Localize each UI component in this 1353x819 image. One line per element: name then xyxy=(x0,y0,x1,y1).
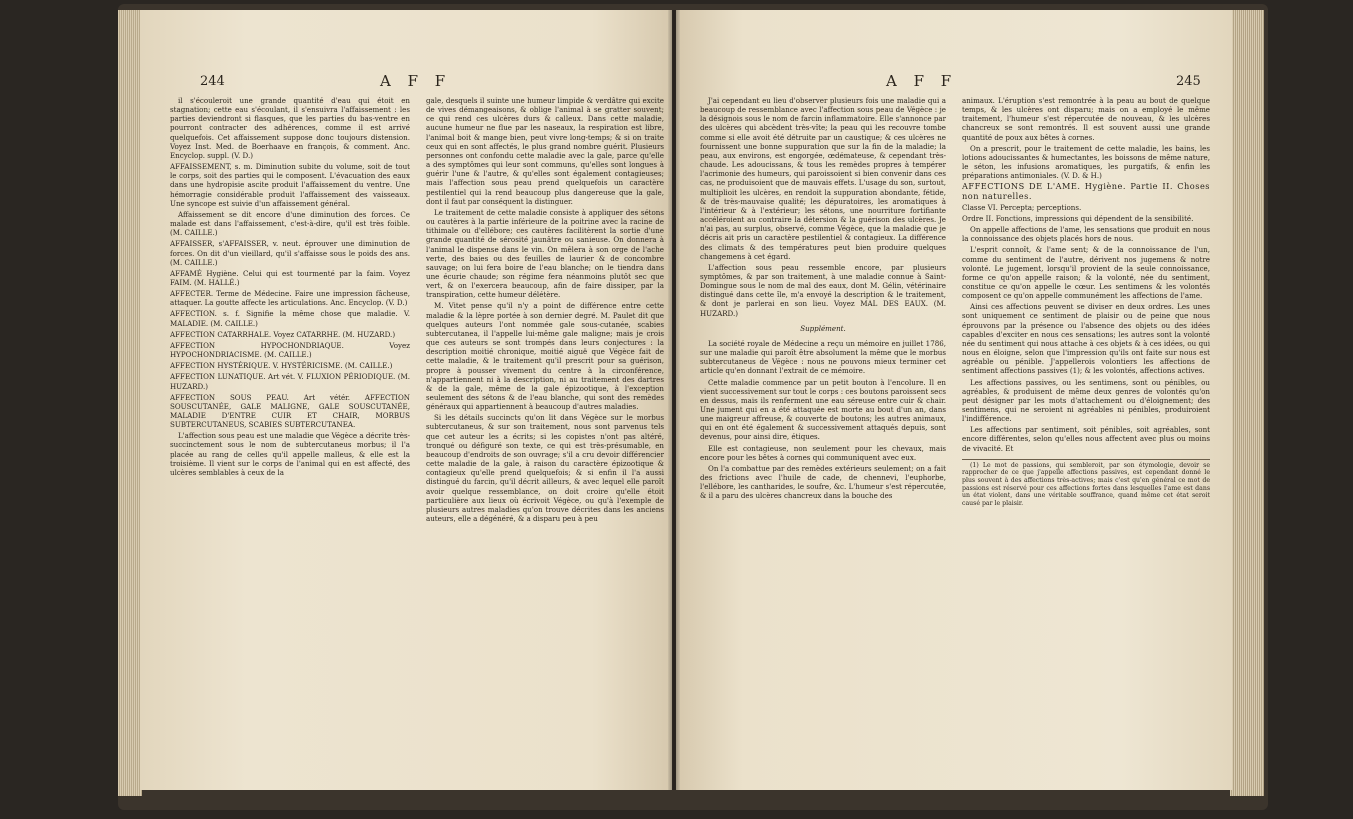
entry: AFFECTION. s. f. Signifie la même chose que maladie. V. MALADIE. (M. CAILLE.) xyxy=(170,309,410,328)
page-number-right: 245 xyxy=(1176,74,1201,89)
classification-line: Classe VI. Percepta; perceptions. xyxy=(962,202,1082,212)
paragraph: Ainsi ces affections peuvent se diviser en deux ordres. Les unes sont uniquement ce sentiment de plaisir ou de peine que nous éprouvons par la présence ou l'absence des objets ou des idées capables d'exciter en nous ces sensations; les autres sont la volonté née du sentiment qui nous attache à ces objets & à ces idées, ou qui nous en éloigne, selon que l'impression qu'ils ont faite sur nous est agréable ou pénible. J'appellerois volontiers les affections de sentiment affections passives (1); & les volontés, affections actives. xyxy=(962,302,1210,376)
paragraph: animaux. L'éruption s'est remontrée à la peau au bout de quelque temps, & les ulcères ont disparu; mais on a employé le même traitement, l'humeur s'est répercutée de nouveau, & les ulcères chancreux se sont remontrés. Il est souvent aussi une grande quantité de poux aux bêtes à cornes. xyxy=(962,96,1210,142)
left-column-1 xyxy=(170,96,410,786)
paragraph: L'affection sous peau est une maladie que Végèce a décrite très-succinctement sous le nom de subtercutaneus morbus; il l'a placée au rang de celles qu'il appelle malleus, & elle est la troisième. Il vient sur le corps de l'animal qui en est affecté, des ulcères semblables à ceux de la xyxy=(170,431,410,477)
entry: AFFAISSEMENT, s. m. Diminution subite du volume, soit de tout le corps, soit des parties qui le composent. L'évacuation des eaux dans une hydropisie ascite produit l'affaissement du ventre. Une hémorragie considérable produit l'affaissement des vaisseaux. Une syncope est suivie d'un affaissement général. xyxy=(170,162,410,208)
entry: AFFECTION HYPOCHONDRIAQUE. Voyez HYPOCHONDRIACISME. (M. CAILLE.) xyxy=(170,340,410,360)
paragraph: L'affection sous peau ressemble encore, par plusieurs symptômes, & par son traitement, à une maladie connue à Saint-Domingue sous le nom de mal des eaux, dont M. Gélin, vétérinaire distingué dans cette île, m'a envoyé la description & le traitement, & dont je parlerai en son lieu. Voyez MAL DES EAUX. (M. HUZARD.) xyxy=(700,262,946,318)
right-page-edges xyxy=(1230,10,1264,796)
entry: AFFAMÉ Hygiène. Celui qui est tourmenté par la faim. Voyez FAIM. (M. HALLÉ.) xyxy=(170,268,410,287)
left-page-edges xyxy=(118,10,142,796)
running-head-left: A F F xyxy=(380,72,452,90)
supplement-heading: Supplément. xyxy=(800,323,846,333)
right-column-1 xyxy=(700,96,946,786)
page-number-left: 244 xyxy=(200,74,225,89)
running-head-right: A F F xyxy=(886,72,958,90)
paragraph: M. Vitet pense qu'il n'y a point de différence entre cette maladie & la lèpre portée à son dernier degré. M. Paulet dit que quelques auteurs l'ont nommée gale sous-cutanée, scabies subtercutanea, il l'appelle lui-même gale maligne; mais je crois que ces auteurs se sont trompés dans leurs conjectures : la description moitié chronique, moitié aiguë que Végèce fait de cette maladie, & le traitement qu'il prescrit pour sa guérison, propre à pousser vivement du centre à la circonférence, n'appartiennent ni à la description, ni au traitement des dartres & de la gale, même de la gale épizootique, à l'exception seulement des sétons & de l'eau blanche, qui sont des remèdes généraux qui appartiennent à beaucoup d'autres maladies. xyxy=(426,301,664,412)
right-column-2 xyxy=(962,96,1210,786)
paragraph: gale, desquels il suinte une humeur limpide & verdâtre qui excite de vives démangeaisons, & oblige l'animal à se gratter souvent; ce qui rend ces ulcères durs & calleux. Dans cette maladie, aucune humeur ne flue par les naseaux, la respiration est libre, l'animal boit & mange bien, peut vivre long-temps; & si on traite ceux qui en sont affectés, le plus grand nombre guérit. Plusieurs personnes ont confondu cette maladie avec la gale, parce qu'elle a des symptômes qui leur sont communs, qu'elles sont longues à guérir l'une & l'autre, & qu'elles sont également contagieuses; mais l'affection sous peau prend quelquefois un caractère pestilentiel qui la rend beaucoup plus dangereuse que la gale, dont il faut par conséquent la distinguer. xyxy=(426,96,664,206)
right-page xyxy=(676,10,1232,790)
paragraph: Elle est contagieuse, non seulement pour les chevaux, mais encore pour les bêtes à cornes qui communiquent avec eux. xyxy=(700,443,946,462)
book-gutter xyxy=(668,10,680,790)
paragraph: Si les détails succincts qu'on lit dans Végèce sur le morbus subtercutaneus, & sur son traitement, nous sont parvenus tels que cet auteur les a écrits; si les copistes n'ont pas altéré, tronqué ou défiguré son texte, ce qui est très-présumable, en beaucoup d'endroits de son ouvrage; s'il a cru devoir différencier cette maladie de la gale, à raison du caractère épizootique & contagieux qu'elle prend quelquefois; & si enfin il l'a aussi distingué du farcin, qu'il décrit ailleurs, & avec lequel elle paroît avoir quelque ressemblance, on doit croire qu'elle étoit particulière aux lieux où écrivoit Végèce, ou qu'à l'exemple de plusieurs autres maladies qu'on trouve décrites dans les anciens auteurs, elle a dégénéré, & a disparu peu à peu xyxy=(426,413,664,524)
paragraph: il s'écouleroit une grande quantité d'eau qui étoit en stagnation; cette eau s'écoulant, il s'ensuivra l'affaissement : les parties deviendront si flasques, que les parties du bas-ventre en pourront contracter des adhérences, comme il est arrivé quelquefois. Cet affaissement suppose donc toujours distension. Voyez Inst. Med. de Boerhaave en françois, & comment. Anc. Encyclop. suppl. (V. D.) xyxy=(170,96,410,160)
paragraph: La société royale de Médecine a reçu un mémoire en juillet 1786, sur une maladie qui paroît être absolument la même que le morbus subtercutaneus de Végèce : nous ne pouvons mieux terminer cet article qu'en donnant l'extrait de ce mémoire. xyxy=(700,338,946,376)
paragraph: Le traitement de cette maladie consiste à appliquer des sétons ou cautères à la partie inférieure de la poitrine avec la racine de tithimale ou d'ellébore; ces cautères facilitèrent la sortie d'une grande quantité de sérosité jaunâtre ou sanieuse. On donnera à l'animal le dispense dans le vin. On mêlera à son orge de l'ache verte, des baies ou des feuilles de laurier & de concombre sauvage; on lui fera boire de l'eau blanche; on le tiendra dans une écurie chaude; son régime fera néanmoins plutôt sec que vert, & on l'exercera beaucoup, afin de faire dissiper, par la transpiration, cette humeur délétère. xyxy=(426,207,664,300)
paragraph: Les affections passives, ou les sentimens, sont ou pénibles, ou agréables, & produisent de même deux genres de volontés qu'on peut désigner par les mots d'attachement ou d'éloignement; des sentimens, qui ne seroient ni agréables ni pénibles, produiroient l'indifférence. xyxy=(962,377,1210,424)
entry: AFFECTION SOUS PEAU. Art vétér. AFFECTION SOUSCUTANÉE, GALE MALIGNE, GALE SOUSCUTANÉE, MALADIE D'ENTRE CUIR ET CHAIR, MORBUS SUBTERCUTANEUS, SCABIES SUBTERCUTANEA. xyxy=(170,392,410,430)
classification-line: Ordre II. Fonctions, impressions qui dépendent de la sensibilité. xyxy=(962,213,1194,223)
paragraph: On a prescrit, pour le traitement de cette maladie, les bains, les lotions adoucissantes & humectantes, les boissons de même nature, le séton, les infusions aromatiques, les purgatifs, & enfin les préparations antimoniales. (V. D. & H.) xyxy=(962,143,1210,181)
paragraph: On l'a combattue par des remèdes extérieurs seulement; on a fait des frictions avec l'huile de cade, de chennevi, l'euphorbe, l'ellébore, les cantharides, le soufre, &c. L'humeur s'est répercutée, & il a paru des ulcères chancreux dans la bouche des xyxy=(700,463,946,501)
paragraph: Les affections par sentiment, soit pénibles, soit agréables, sont encore différentes, selon qu'elles nous affectent avec plus ou moins de vivacité. Et xyxy=(962,425,1210,453)
entry: AFFECTER. Terme de Médecine. Faire une impression fâcheuse, attaquer. La goutte affecte les articulations. Anc. Encyclop. (V. D.) xyxy=(170,289,410,308)
footnote: (1) Le mot de passions, qui sembleroit, par son étymologie, devoir se rapprocher de ce que j'appelle affections passives, est cependant donné le plus souvent à des affections très-actives; mais c'est qu'en général ce mot de passions est réservé pour ces affections fortes dans lesquelles l'ame est dans un état violent, dans une véritable souffrance, quand même cet état seroit causé par le plaisir. xyxy=(962,459,1210,508)
paragraph: Cette maladie commence par un petit bouton à l'encolure. Il en vient successivement sur tout le corps : ces boutons paroissent secs en dessus, mais ils renferment une eau séreuse entre cuir & chair. Une jument qui en a été attaquée est morte au bout d'un an, dans une maigreur affreuse, & couverte de boutons; les autres animaux, qui en ont été également & successivement attaqués depuis, sont devenus, pour ainsi dire, étiques. xyxy=(700,377,946,442)
entry: AFFECTION LUNATIQUE. Art vét. V. FLUXION PÉRIODIQUE. (M. HUZARD.) xyxy=(170,372,410,391)
left-column-2 xyxy=(426,96,664,786)
paragraph: Affaissement se dit encore d'une diminution des forces. Ce malade est dans l'affaissement, c'est-à-dire, qu'il est très foible. (M. CAILLE.) xyxy=(170,209,410,238)
paragraph: L'esprit connoît, & l'ame sent; & de la connoissance de l'un, comme du sentiment de l'autre, dérivent nos jugemens & notre volonté. Le jugement, lorsqu'il provient de la seule connoissance, forme ce qu'on appelle raison; & la volonté, née du sentiment, constitue ce qu'on appelle le cœur. Les sentimens & les volontés composent ce qu'on appelle communément les affections de l'ame. xyxy=(962,245,1210,301)
paragraph: On appelle affections de l'ame, les sensations que produit en nous la connoissance des objets placés hors de nous. xyxy=(962,225,1210,244)
entry: AFFECTION HYSTÉRIQUE. V. HYSTÉRICISME. (M. CAILLE.) xyxy=(170,361,393,371)
entry-heading: AFFECTIONS DE L'AME. Hygiène. Partie II. Choses non naturelles. xyxy=(962,181,1210,201)
paragraph: J'ai cependant eu lieu d'observer plusieurs fois une maladie qui a beaucoup de ressemblance avec l'affection sous peau de Végèce : je la désignois sous le nom de farcin inflammatoire. Elle s'annonce par des ulcères qui abcèdent très-vîte; la peau qui les recouvre tombe comme si elle avoit été détruite par un caustique; & ces ulcères ne fournissent une bonne suppuration que sur la fin de la maladie; la peau, aux environs, est engorgée, œdémateuse, & cependant très-chaude. Les adoucissans, & tous les remèdes propres à tempérer l'acrimonie des humeurs, qui paroissoient si bien convenir dans ces cas, ne produisoient que de mauvais effets. L'usage du son, surtout, multiplioit les ulcères, en rendoit la suppuration abondante, fétide, & de très-mauvaise qualité; les dépuratoires, les aromatiques à l'intérieur & à l'extérieur; les sétons, une nourriture fortifiante accéléroient au contraire la détersion & la guérison des ulcères. Je n'ai pas, au surplus, observé, comme Végèce, que la maladie que je décris ait pris un caractère pestilentiel & contagieux. La différence des climats & des températures peut bien produire quelques changemens à cet égard. xyxy=(700,96,946,261)
entry: AFFECTION CATARRHALE. Voyez CATARRHE. (M. HUZARD.) xyxy=(170,329,396,339)
entry: AFFAISSER, s'AFFAISSER, v. neut. éprouver une diminution de forces. On dit d'un vieillard, qu'il s'affaisse sous le poids des ans. (M. CAILLE.) xyxy=(170,239,410,267)
left-page xyxy=(140,10,672,790)
